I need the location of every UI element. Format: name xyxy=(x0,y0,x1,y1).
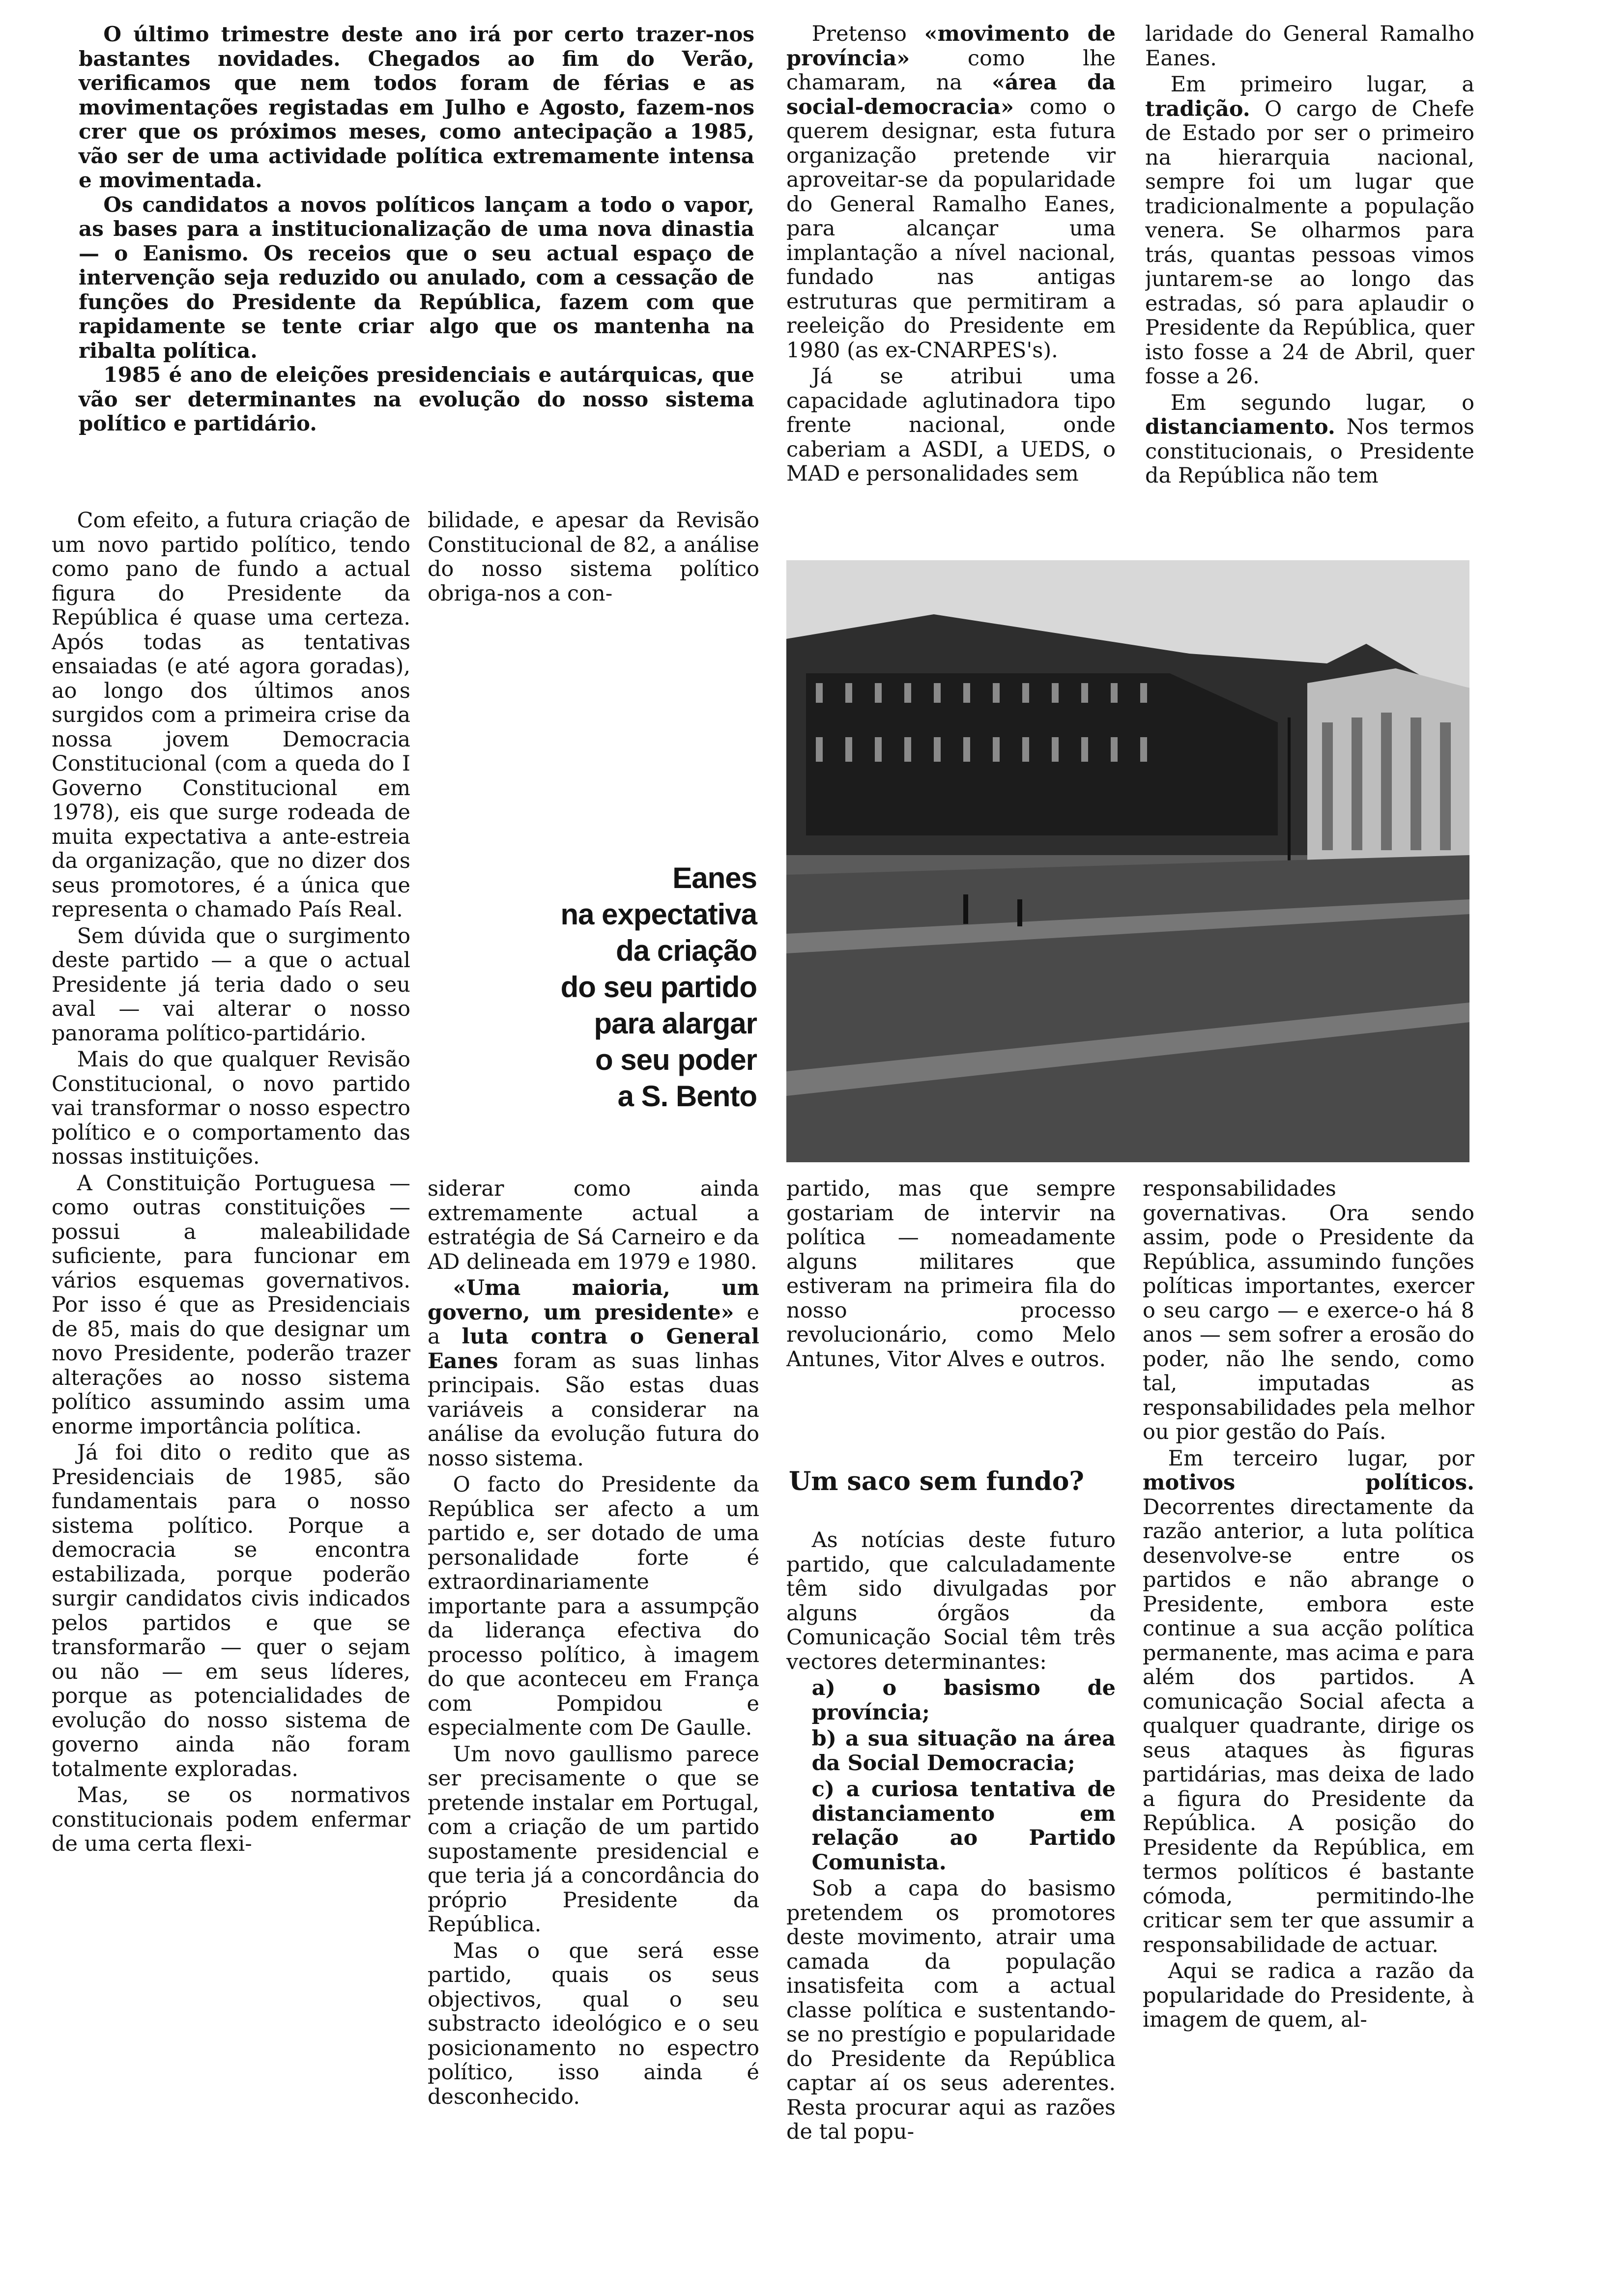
headline-line: da criação xyxy=(616,934,757,967)
column-1 xyxy=(52,509,410,2278)
column-4-top xyxy=(1145,22,1474,543)
col4-p1b: tradição. xyxy=(1145,96,1250,121)
list-item: a) o basismo de província; xyxy=(811,1676,1116,1725)
col3-top-p1 xyxy=(786,22,1116,363)
col2-quote1: «Uma maioria, um governo, um presidente» xyxy=(428,1276,759,1325)
col2-p2 xyxy=(428,1276,759,1471)
col4-p2c: Nos termos constitucionais, o Presidente da República não tem xyxy=(1145,415,1474,488)
column-3-sub xyxy=(786,1528,1116,2278)
col3-e: como o querem designar, esta futura organização pretende vir aproveitar-se da popularidade do General Ramalho Eanes, para alcançar uma implantação a nível nacional, fundado nas antigas estruturas que permitiram a reeleição do Presidente em 1980 (as ex-CNARPES's). xyxy=(786,94,1116,363)
headline-line: a S. Bento xyxy=(617,1080,757,1113)
column-3-bottom xyxy=(786,1177,1116,1452)
col4-bottom-p2 xyxy=(1143,1447,1474,1958)
col4b-p2b: motivos políticos. xyxy=(1143,1470,1474,1495)
col4-top-p0: laridade do General Ramalho Eanes. xyxy=(1145,22,1474,71)
list-item: b) a sua situação na área da Social Democracia; xyxy=(811,1726,1116,1776)
subheading: Um saco sem fundo? xyxy=(789,1466,1084,1496)
headline-line: do seu partido xyxy=(560,971,757,1004)
col4-p1a: Em primeiro lugar, a xyxy=(1170,72,1474,97)
col3-top-p2: Já se atribui uma capacidade aglutinadora tipo frente nacional, onde caberiam a ASDI, a UEDS, o MAD e personalidades sem xyxy=(786,364,1116,486)
col1-p5: Já foi dito o redito que as Presidenciais de 1985, são fundamentais para o nosso sistema político. Porque a democracia se encontra estabilizada, porque poderão surgir candidatos civis indicados pelos partidos e que se transformarão — quer o sejam ou não — em seus líderes, porque as potencialidades de evolução do nosso sistema de governo ainda não foram totalmente exploradas. xyxy=(52,1440,410,1781)
col3-a: Pretenso xyxy=(811,22,924,46)
col4-bottom-p1: responsabilidades governativas. Ora sendo assim, pode o Presidente da República, assumindo funções políticas importantes, exercer o seu cargo — e exerce-o há 8 anos — sem sofrer a erosão do poder, não lhe sendo, como tal, imputadas as responsabilidades pela melhor ou pior gestão do País. xyxy=(1143,1177,1474,1444)
headline-line: o seu poder xyxy=(595,1043,757,1076)
headline-line: para alargar xyxy=(594,1007,757,1040)
col4-p2b: distanciamento. xyxy=(1145,415,1335,439)
col1-p4: A Constituição Portuguesa — como outras constituições — possui a maleabilidade suficiente, para funcionar em vários esquemas governativos. Por isso é que as Presidenciais de 85, mais do que designar um novo Presidente, poderão trazer alterações ao nosso sistema político assumindo assim uma enorme importância política. xyxy=(52,1171,410,1439)
col1-p3: Mais do que qualquer Revisão Constitucional, o novo partido vai transformar o nosso espectro político e o comportamento das nossas instituições. xyxy=(52,1047,410,1169)
lead-paragraph xyxy=(79,22,754,436)
col3-sub-p2: Sob a capa do basismo pretendem os promotores deste movimento, atrair uma camada da população insatisfeita com a actual classe política e sustentando-se no prestígio e popularidade do Presidente da República captar aí os seus aderentes. Resta procurar aqui as razões de tal popu- xyxy=(786,1876,1116,2144)
col2-quote-rest: foram as suas linhas principais. São estas duas variáveis a considerar na análise da evolução futura do nosso sistema. xyxy=(428,1349,759,1471)
col2-quote2: luta contra o General Eanes xyxy=(428,1324,759,1374)
col2-p4: Um novo gaullismo parece ser precisamente o que se pretende instalar em Portugal, com a criação de um partido supostamente presidencial e que teria já a concordância do próprio Presidente da República. xyxy=(428,1742,759,1937)
col3-bottom-p: partido, mas que sempre gostariam de intervir na política — nomeadamente alguns militares que estiveram na primeira fila do nosso processo revolucionário, como Melo Antunes, Vitor Alves e outros. xyxy=(786,1177,1116,1372)
col1-p2: Sem dúvida que o surgimento deste partido — a que o actual Presidente já teria dado o seu aval — vai alterar o nosso panorama político-partidário. xyxy=(52,923,410,1046)
col4-top-p1 xyxy=(1145,73,1474,389)
column-2-bottom xyxy=(428,1177,759,2278)
headline-line: na expectativa xyxy=(560,898,757,931)
column-3-top xyxy=(786,22,1116,543)
col2-p1: siderar como ainda extremamente actual a estratégia de Sá Carneiro e da AD delineada em 1979 e 1980. xyxy=(428,1177,759,1274)
col2-p3: O facto do Presidente da República ser afecto a um partido e, ser dotado de uma personalidade forte é extraordinariamente importante para a assumpção da liderança efectiva do processo político, à imagem do que aconteceu em França com Pompidou e especialmente com De Gaulle. xyxy=(428,1472,759,1740)
col4-top-p2 xyxy=(1145,391,1474,488)
col1-p1: Com efeito, a futura criação de um novo partido político, tendo como pano de fundo a actual figura do Presidente da República é quase uma certeza. Após todas as tentativas ensaiadas (e até agora goradas), ao longo dos últimos anos surgidos com a primeira crise da nossa jovem Democracia Constitucional (com a queda do I Governo Constitucional em 1978), eis que surge rodeada de muita expectativa a ante-estreia da organização, que no dizer dos seus promotores, é a única que representa o chamado País Real. xyxy=(52,509,410,922)
lead-p1: O último trimestre deste ano irá por certo trazer-nos bastantes novidades. Chegados ao fim do Verão, verificamos que nem todos foram de férias e as movimentações registadas em Julho e Agosto, fazem-nos crer que os próximos meses, como antecipação a 1985, vão ser de uma actividade política extremamente intensa e movimentada. xyxy=(79,22,754,192)
col3-c: como lhe chamaram, na xyxy=(786,46,1116,95)
col4b-p2a: Em terceiro lugar, por xyxy=(1168,1446,1474,1471)
col3-b: «movimento de província» xyxy=(786,22,1116,71)
column-4-bottom xyxy=(1143,1177,1474,2278)
headline-line: Eanes xyxy=(672,861,757,894)
col4-bottom-p3: Aqui se radica a razão da popularidade do Presidente, à imagem de quem, al- xyxy=(1143,1959,1474,2032)
headline xyxy=(496,860,757,1115)
col4-p2a: Em segundo lugar, o xyxy=(1170,390,1474,415)
col4-p1c: O cargo de Chefe de Estado por ser o primeiro na hierarquia nacional, sempre foi um lugar que tradicionalmente a população venera. Se olharmos para trás, quantas pessoas vimos juntarem-se ao longo das estradas, só para aplaudir o Presidente da República, quer isto fosse a 24 de Abril, quer fosse a 26. xyxy=(1145,96,1474,389)
col3-sub-p1: As notícias deste futuro partido, que calculadamente têm sido divulgadas por alguns órgãos da Comunicação Social têm três vectores determinantes: xyxy=(786,1528,1116,1674)
col1-p6: Mas, se os normativos constitucionais podem enfermar de uma certa flexi- xyxy=(52,1783,410,1856)
col3-d: «área da social-democracia» xyxy=(786,70,1116,119)
col4b-p2c: Decorrentes directamente da razão anterior, a luta política desenvolve-se entre os partidos e não abrange o Presidente, embora este continue a sua acção política permanente, mas acima e para além dos partidos. A comunicação Social afecta a qualquer quadrante, dirige os seus ataques às figuras partidárias, mas deixa de lado a figura do Presidente da República. A posição do Presidente da República, em termos políticos é bastante cómoda, permitindo-lhe criticar sem ter que assumir a responsabilidade de actuar. xyxy=(1143,1494,1474,1957)
vector-list xyxy=(786,1676,1116,1875)
column-2-top xyxy=(428,509,759,622)
list-item: c) a curiosa tentativa de distanciamento em relação ao Partido Comunista. xyxy=(811,1777,1116,1875)
lead-p3: 1985 é ano de eleições presidenciais e autárquicas, que vão ser determinantes na evolução do nosso sistema político e partidário. xyxy=(79,363,754,435)
col2-top-p: bilidade, e apesar da Revisão Constitucional de 82, a análise do nosso sistema político obriga-nos a con- xyxy=(428,509,759,606)
col2-p5: Mas o que será esse partido, quais os seus objectivos, qual o seu substracto ideológico e o seu posicionamento no espectro político, isso ainda é desconhecido. xyxy=(428,1938,759,2109)
lead-p2: Os candidatos a novos políticos lançam a todo o vapor, as bases para a institucionalização de uma nova dinastia — o Eanismo. Os receios que o seu actual espaço de intervenção seja reduzido ou anulado, com a cessação de funções do Presidente da República, fazem com que rapidamente se tente criar algo que os mantenha na ribalta política. xyxy=(79,192,754,363)
building-photo xyxy=(786,560,1469,1162)
col2-quote-mid: e a xyxy=(428,1300,759,1349)
